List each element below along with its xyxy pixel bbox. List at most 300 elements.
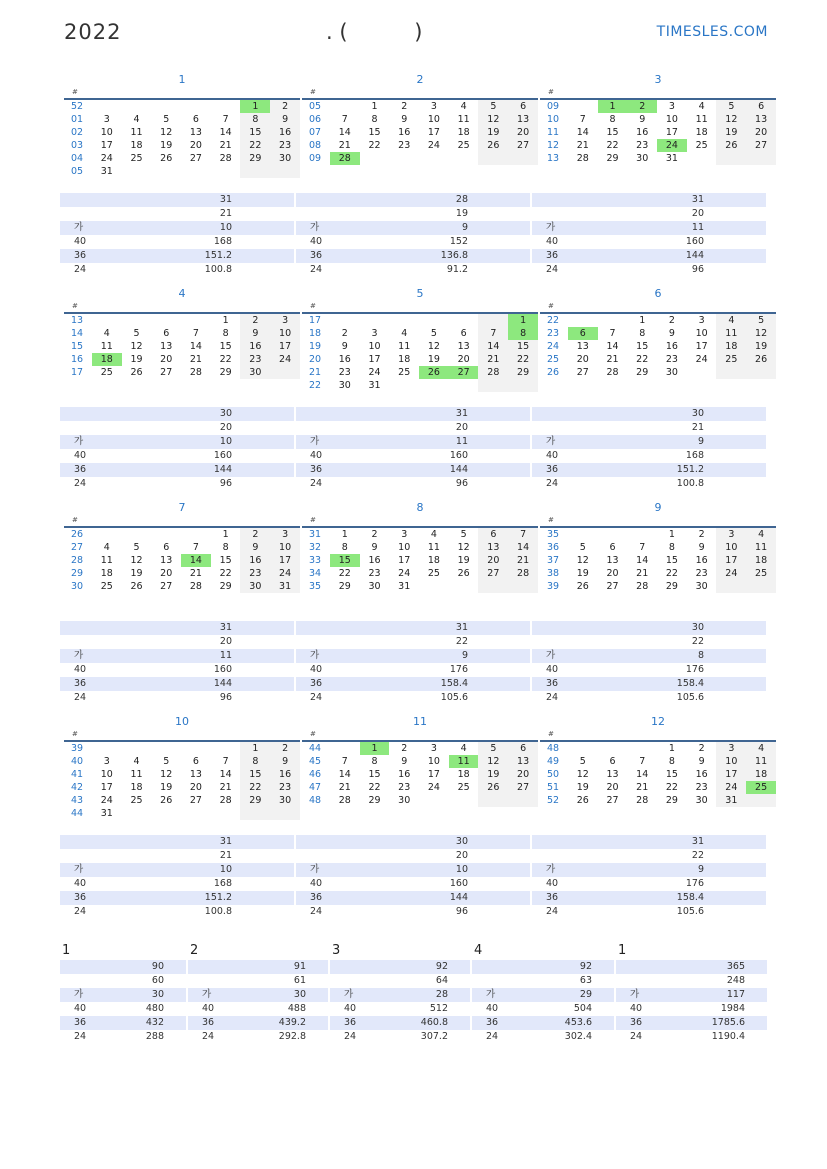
day-cell[interactable]: 26 <box>716 139 746 152</box>
day-cell[interactable]: 18 <box>746 554 776 567</box>
day-cell[interactable]: 12 <box>427 341 440 352</box>
day-cell[interactable]: 14 <box>508 541 538 554</box>
day-cell[interactable]: 23 <box>240 567 270 580</box>
day-cell[interactable]: 18 <box>130 140 143 151</box>
day-cell[interactable]: 21 <box>606 354 619 365</box>
day-cell[interactable]: 20 <box>160 568 173 579</box>
day-cell[interactable]: 9 <box>341 341 348 352</box>
day-cell[interactable]: 15 <box>240 768 270 781</box>
day-cell[interactable]: 17 <box>270 340 300 353</box>
day-cell[interactable]: 6 <box>192 114 199 125</box>
day-cell[interactable]: 28 <box>338 795 351 806</box>
day-cell[interactable]: 3 <box>430 743 437 754</box>
day-cell[interactable]: 1 <box>360 741 390 755</box>
day-cell[interactable]: 9 <box>240 327 270 340</box>
day-cell[interactable]: 10 <box>427 114 440 125</box>
day-cell[interactable]: 19 <box>427 354 440 365</box>
day-cell[interactable]: 12 <box>576 555 589 566</box>
day-cell[interactable]: 13 <box>160 341 173 352</box>
day-cell[interactable]: 3 <box>270 527 300 541</box>
day-cell[interactable]: 24 <box>100 795 113 806</box>
day-cell[interactable]: 14 <box>338 769 351 780</box>
day-cell[interactable]: 30 <box>695 581 708 592</box>
day-cell[interactable]: 5 <box>579 542 586 553</box>
day-cell[interactable]: 26 <box>160 153 173 164</box>
day-cell[interactable]: 10 <box>665 114 678 125</box>
day-cell[interactable]: 11 <box>457 114 470 125</box>
day-cell[interactable]: 14 <box>576 127 589 138</box>
day-cell[interactable]: 24 <box>368 367 381 378</box>
day-cell[interactable]: 7 <box>579 114 586 125</box>
day-cell[interactable]: 24 <box>716 781 746 794</box>
day-cell[interactable]: 10 <box>716 755 746 768</box>
day-cell[interactable]: 20 <box>508 768 538 781</box>
day-cell[interactable]: 15 <box>368 769 381 780</box>
day-cell[interactable]: 27 <box>606 581 619 592</box>
day-cell[interactable]: 20 <box>576 354 589 365</box>
day-cell[interactable]: 7 <box>222 756 229 767</box>
day-cell[interactable]: 19 <box>478 768 508 781</box>
day-cell[interactable]: 24 <box>657 139 687 152</box>
day-cell[interactable]: 14 <box>606 341 619 352</box>
day-cell[interactable]: 22 <box>665 782 678 793</box>
day-cell[interactable]: 31 <box>665 153 678 164</box>
day-cell[interactable]: 9 <box>698 542 705 553</box>
day-cell[interactable]: 11 <box>100 341 113 352</box>
day-cell[interactable]: 18 <box>398 354 411 365</box>
day-cell[interactable]: 6 <box>163 542 170 553</box>
day-cell[interactable]: 8 <box>668 542 675 553</box>
day-cell[interactable]: 5 <box>579 756 586 767</box>
day-cell[interactable]: 7 <box>192 328 199 339</box>
day-cell[interactable]: 20 <box>746 126 776 139</box>
day-cell[interactable]: 29 <box>338 581 351 592</box>
day-cell[interactable]: 4 <box>746 527 776 541</box>
day-cell[interactable]: 2 <box>240 313 270 327</box>
day-cell[interactable]: 28 <box>330 152 360 165</box>
day-cell[interactable]: 8 <box>609 114 616 125</box>
day-cell[interactable]: 25 <box>100 581 113 592</box>
day-cell[interactable]: 1 <box>240 99 270 113</box>
day-cell[interactable]: 23 <box>338 367 351 378</box>
day-cell[interactable]: 3 <box>103 114 110 125</box>
day-cell[interactable]: 19 <box>576 782 589 793</box>
day-cell[interactable]: 20 <box>508 126 538 139</box>
day-cell[interactable]: 2 <box>401 101 408 112</box>
day-cell[interactable]: 22 <box>368 782 381 793</box>
day-cell[interactable]: 5 <box>133 542 140 553</box>
day-cell[interactable]: 21 <box>219 782 232 793</box>
day-cell[interactable]: 24 <box>695 354 708 365</box>
day-cell[interactable]: 9 <box>270 755 300 768</box>
day-cell[interactable]: 10 <box>100 769 113 780</box>
day-cell[interactable]: 8 <box>222 542 229 553</box>
day-cell[interactable]: 27 <box>606 795 619 806</box>
day-cell[interactable]: 17 <box>427 127 440 138</box>
day-cell[interactable]: 29 <box>508 366 538 379</box>
day-cell[interactable]: 15 <box>219 341 232 352</box>
day-cell[interactable]: 22 <box>606 140 619 151</box>
day-cell[interactable]: 15 <box>330 554 360 567</box>
day-cell[interactable]: 3 <box>668 101 675 112</box>
day-cell[interactable]: 9 <box>270 113 300 126</box>
day-cell[interactable]: 15 <box>665 769 678 780</box>
day-cell[interactable]: 27 <box>189 153 202 164</box>
day-cell[interactable]: 9 <box>698 756 705 767</box>
day-cell[interactable]: 12 <box>160 769 173 780</box>
day-cell[interactable]: 15 <box>606 127 619 138</box>
day-cell[interactable]: 9 <box>240 541 270 554</box>
day-cell[interactable]: 29 <box>665 581 678 592</box>
day-cell[interactable]: 20 <box>457 354 470 365</box>
day-cell[interactable]: 30 <box>368 581 381 592</box>
day-cell[interactable]: 19 <box>160 140 173 151</box>
day-cell[interactable]: 26 <box>576 795 589 806</box>
day-cell[interactable]: 5 <box>746 313 776 327</box>
day-cell[interactable]: 18 <box>695 127 708 138</box>
day-cell[interactable]: 21 <box>508 554 538 567</box>
day-cell[interactable]: 23 <box>368 568 381 579</box>
day-cell[interactable]: 17 <box>716 768 746 781</box>
day-cell[interactable]: 17 <box>100 140 113 151</box>
day-cell[interactable]: 19 <box>457 555 470 566</box>
day-cell[interactable]: 24 <box>270 353 300 366</box>
day-cell[interactable]: 14 <box>636 769 649 780</box>
day-cell[interactable]: 13 <box>189 769 202 780</box>
day-cell[interactable]: 13 <box>457 341 470 352</box>
day-cell[interactable]: 29 <box>240 794 270 807</box>
day-cell[interactable]: 30 <box>240 366 270 379</box>
day-cell[interactable]: 21 <box>636 782 649 793</box>
day-cell[interactable]: 1 <box>668 743 675 754</box>
day-cell[interactable]: 12 <box>716 113 746 126</box>
day-cell[interactable]: 20 <box>189 782 202 793</box>
day-cell[interactable]: 9 <box>371 542 378 553</box>
day-cell[interactable]: 27 <box>508 781 538 794</box>
day-cell[interactable]: 16 <box>368 555 381 566</box>
day-cell[interactable]: 28 <box>576 153 589 164</box>
day-cell[interactable]: 31 <box>270 580 300 593</box>
day-cell[interactable]: 3 <box>430 101 437 112</box>
day-cell[interactable]: 28 <box>636 581 649 592</box>
day-cell[interactable]: 3 <box>716 527 746 541</box>
day-cell[interactable]: 14 <box>219 127 232 138</box>
day-cell[interactable]: 30 <box>270 794 300 807</box>
day-cell[interactable]: 21 <box>189 568 202 579</box>
day-cell[interactable]: 23 <box>695 782 708 793</box>
day-cell[interactable]: 23 <box>665 354 678 365</box>
day-cell[interactable]: 6 <box>478 527 508 541</box>
day-cell[interactable]: 1 <box>639 315 646 326</box>
day-cell[interactable]: 1 <box>598 99 628 113</box>
day-cell[interactable]: 13 <box>160 555 173 566</box>
day-cell[interactable]: 10 <box>716 541 746 554</box>
day-cell[interactable]: 4 <box>103 328 110 339</box>
day-cell[interactable]: 7 <box>639 756 646 767</box>
day-cell[interactable]: 3 <box>103 756 110 767</box>
day-cell[interactable]: 4 <box>103 542 110 553</box>
day-cell[interactable]: 28 <box>219 153 232 164</box>
day-cell[interactable]: 22 <box>240 781 270 794</box>
day-cell[interactable]: 15 <box>240 126 270 139</box>
day-cell[interactable]: 28 <box>189 367 202 378</box>
day-cell[interactable]: 6 <box>609 542 616 553</box>
day-cell[interactable]: 17 <box>100 782 113 793</box>
day-cell[interactable]: 30 <box>665 367 678 378</box>
day-cell[interactable]: 31 <box>368 380 381 391</box>
day-cell[interactable]: 22 <box>219 568 232 579</box>
day-cell[interactable]: 11 <box>695 114 708 125</box>
day-cell[interactable]: 11 <box>746 755 776 768</box>
day-cell[interactable]: 21 <box>338 140 351 151</box>
day-cell[interactable]: 7 <box>639 542 646 553</box>
day-cell[interactable]: 13 <box>508 755 538 768</box>
day-cell[interactable]: 29 <box>606 153 619 164</box>
day-cell[interactable]: 22 <box>240 139 270 152</box>
day-cell[interactable]: 3 <box>270 313 300 327</box>
day-cell[interactable]: 9 <box>401 756 408 767</box>
day-cell[interactable]: 6 <box>568 327 598 340</box>
day-cell[interactable]: 30 <box>398 795 411 806</box>
day-cell[interactable]: 13 <box>606 555 619 566</box>
day-cell[interactable]: 16 <box>240 554 270 567</box>
day-cell[interactable]: 24 <box>427 140 440 151</box>
day-cell[interactable]: 8 <box>222 328 229 339</box>
day-cell[interactable]: 20 <box>606 568 619 579</box>
day-cell[interactable]: 20 <box>160 354 173 365</box>
day-cell[interactable]: 16 <box>665 341 678 352</box>
day-cell[interactable]: 28 <box>189 581 202 592</box>
day-cell[interactable]: 23 <box>270 781 300 794</box>
day-cell[interactable]: 9 <box>401 114 408 125</box>
day-cell[interactable]: 16 <box>695 769 708 780</box>
day-cell[interactable]: 5 <box>460 529 467 540</box>
day-cell[interactable]: 16 <box>270 768 300 781</box>
day-cell[interactable]: 19 <box>130 568 143 579</box>
day-cell[interactable]: 28 <box>636 795 649 806</box>
day-cell[interactable]: 31 <box>398 581 411 592</box>
day-cell[interactable]: 28 <box>508 567 538 580</box>
day-cell[interactable]: 2 <box>698 529 705 540</box>
day-cell[interactable]: 2 <box>698 743 705 754</box>
day-cell[interactable]: 25 <box>746 781 776 794</box>
day-cell[interactable]: 13 <box>508 113 538 126</box>
day-cell[interactable]: 30 <box>695 795 708 806</box>
day-cell[interactable]: 26 <box>457 568 470 579</box>
day-cell[interactable]: 14 <box>219 769 232 780</box>
day-cell[interactable]: 21 <box>478 353 508 366</box>
day-cell[interactable]: 6 <box>508 741 538 755</box>
day-cell[interactable]: 27 <box>576 367 589 378</box>
day-cell[interactable]: 29 <box>219 581 232 592</box>
day-cell[interactable]: 26 <box>419 366 449 379</box>
day-cell[interactable]: 17 <box>427 769 440 780</box>
day-cell[interactable]: 2 <box>627 99 657 113</box>
day-cell[interactable]: 3 <box>371 328 378 339</box>
day-cell[interactable]: 16 <box>695 555 708 566</box>
day-cell[interactable]: 16 <box>338 354 351 365</box>
day-cell[interactable]: 11 <box>398 341 411 352</box>
day-cell[interactable]: 7 <box>341 756 348 767</box>
day-cell[interactable]: 7 <box>478 327 508 340</box>
day-cell[interactable]: 13 <box>576 341 589 352</box>
day-cell[interactable]: 29 <box>240 152 270 165</box>
day-cell[interactable]: 8 <box>240 113 270 126</box>
day-cell[interactable]: 23 <box>636 140 649 151</box>
day-cell[interactable]: 1 <box>240 741 270 755</box>
day-cell[interactable]: 4 <box>746 741 776 755</box>
day-cell[interactable]: 8 <box>508 327 538 340</box>
day-cell[interactable]: 6 <box>508 99 538 113</box>
day-cell[interactable]: 31 <box>100 808 113 819</box>
day-cell[interactable]: 16 <box>398 769 411 780</box>
day-cell[interactable]: 10 <box>398 542 411 553</box>
day-cell[interactable]: 7 <box>609 328 616 339</box>
day-cell[interactable]: 30 <box>338 380 351 391</box>
day-cell[interactable]: 17 <box>368 354 381 365</box>
day-cell[interactable]: 17 <box>716 554 746 567</box>
day-cell[interactable]: 11 <box>427 542 440 553</box>
day-cell[interactable]: 22 <box>665 568 678 579</box>
day-cell[interactable]: 19 <box>160 782 173 793</box>
day-cell[interactable]: 2 <box>270 741 300 755</box>
day-cell[interactable]: 23 <box>270 139 300 152</box>
day-cell[interactable]: 2 <box>668 315 675 326</box>
day-cell[interactable]: 2 <box>240 527 270 541</box>
day-cell[interactable]: 21 <box>338 782 351 793</box>
day-cell[interactable]: 26 <box>478 139 508 152</box>
day-cell[interactable]: 15 <box>665 555 678 566</box>
day-cell[interactable]: 25 <box>130 153 143 164</box>
day-cell[interactable]: 1 <box>222 529 229 540</box>
day-cell[interactable]: 5 <box>716 99 746 113</box>
day-cell[interactable]: 14 <box>189 341 202 352</box>
day-cell[interactable]: 22 <box>368 140 381 151</box>
day-cell[interactable]: 8 <box>341 542 348 553</box>
day-cell[interactable]: 14 <box>636 555 649 566</box>
day-cell[interactable]: 18 <box>92 353 122 366</box>
day-cell[interactable]: 22 <box>219 354 232 365</box>
day-cell[interactable]: 11 <box>449 755 479 768</box>
day-cell[interactable]: 18 <box>427 555 440 566</box>
day-cell[interactable]: 11 <box>130 769 143 780</box>
day-cell[interactable]: 28 <box>478 366 508 379</box>
day-cell[interactable]: 19 <box>746 340 776 353</box>
day-cell[interactable]: 20 <box>606 782 619 793</box>
day-cell[interactable]: 2 <box>371 529 378 540</box>
day-cell[interactable]: 26 <box>130 581 143 592</box>
day-cell[interactable]: 25 <box>746 567 776 580</box>
day-cell[interactable]: 27 <box>508 139 538 152</box>
day-cell[interactable]: 19 <box>716 126 746 139</box>
day-cell[interactable]: 24 <box>398 568 411 579</box>
day-cell[interactable]: 4 <box>460 101 467 112</box>
day-cell[interactable]: 11 <box>130 127 143 138</box>
day-cell[interactable]: 1 <box>508 313 538 327</box>
day-cell[interactable]: 8 <box>639 328 646 339</box>
day-cell[interactable]: 22 <box>508 353 538 366</box>
day-cell[interactable]: 9 <box>668 328 675 339</box>
day-cell[interactable]: 15 <box>508 340 538 353</box>
day-cell[interactable]: 13 <box>189 127 202 138</box>
day-cell[interactable]: 19 <box>130 354 143 365</box>
day-cell[interactable]: 1 <box>371 101 378 112</box>
day-cell[interactable]: 5 <box>478 99 508 113</box>
day-cell[interactable]: 13 <box>478 541 508 554</box>
day-cell[interactable]: 2 <box>401 743 408 754</box>
day-cell[interactable]: 18 <box>100 568 113 579</box>
day-cell[interactable]: 7 <box>222 114 229 125</box>
day-cell[interactable]: 17 <box>665 127 678 138</box>
day-cell[interactable]: 23 <box>398 140 411 151</box>
day-cell[interactable]: 16 <box>636 127 649 138</box>
day-cell[interactable]: 24 <box>716 567 746 580</box>
day-cell[interactable]: 25 <box>695 140 708 151</box>
day-cell[interactable]: 10 <box>427 756 440 767</box>
day-cell[interactable]: 23 <box>240 353 270 366</box>
day-cell[interactable]: 21 <box>576 140 589 151</box>
day-cell[interactable]: 26 <box>746 353 776 366</box>
day-cell[interactable]: 17 <box>270 554 300 567</box>
day-cell[interactable]: 7 <box>341 114 348 125</box>
day-cell[interactable]: 3 <box>716 741 746 755</box>
day-cell[interactable]: 23 <box>398 782 411 793</box>
day-cell[interactable]: 6 <box>460 328 467 339</box>
day-cell[interactable]: 10 <box>270 327 300 340</box>
day-cell[interactable]: 12 <box>130 341 143 352</box>
day-cell[interactable]: 18 <box>716 340 746 353</box>
day-cell[interactable]: 8 <box>371 756 378 767</box>
site-logo[interactable]: TIMESLES.COM <box>656 24 768 40</box>
day-cell[interactable]: 29 <box>636 367 649 378</box>
day-cell[interactable]: 30 <box>240 580 270 593</box>
day-cell[interactable]: 29 <box>219 367 232 378</box>
day-cell[interactable]: 5 <box>478 741 508 755</box>
day-cell[interactable]: 9 <box>639 114 646 125</box>
day-cell[interactable]: 29 <box>665 795 678 806</box>
day-cell[interactable]: 1 <box>341 529 348 540</box>
day-cell[interactable]: 25 <box>457 140 470 151</box>
day-cell[interactable]: 26 <box>160 795 173 806</box>
day-cell[interactable]: 30 <box>270 152 300 165</box>
day-cell[interactable]: 13 <box>746 113 776 126</box>
day-cell[interactable]: 27 <box>449 366 479 379</box>
day-cell[interactable]: 11 <box>100 555 113 566</box>
day-cell[interactable]: 24 <box>427 782 440 793</box>
day-cell[interactable]: 26 <box>478 781 508 794</box>
day-cell[interactable]: 4 <box>698 101 705 112</box>
day-cell[interactable]: 25 <box>457 782 470 793</box>
day-cell[interactable]: 27 <box>189 795 202 806</box>
day-cell[interactable]: 18 <box>457 769 470 780</box>
day-cell[interactable]: 8 <box>668 756 675 767</box>
day-cell[interactable]: 13 <box>606 769 619 780</box>
day-cell[interactable]: 12 <box>160 127 173 138</box>
day-cell[interactable]: 2 <box>341 328 348 339</box>
day-cell[interactable]: 6 <box>192 756 199 767</box>
day-cell[interactable]: 26 <box>130 367 143 378</box>
day-cell[interactable]: 15 <box>219 555 232 566</box>
day-cell[interactable]: 10 <box>368 341 381 352</box>
day-cell[interactable]: 12 <box>478 755 508 768</box>
day-cell[interactable]: 21 <box>636 568 649 579</box>
day-cell[interactable]: 8 <box>371 114 378 125</box>
day-cell[interactable]: 6 <box>746 99 776 113</box>
day-cell[interactable]: 4 <box>133 756 140 767</box>
day-cell[interactable]: 26 <box>576 581 589 592</box>
day-cell[interactable]: 4 <box>401 328 408 339</box>
day-cell[interactable]: 21 <box>189 354 202 365</box>
